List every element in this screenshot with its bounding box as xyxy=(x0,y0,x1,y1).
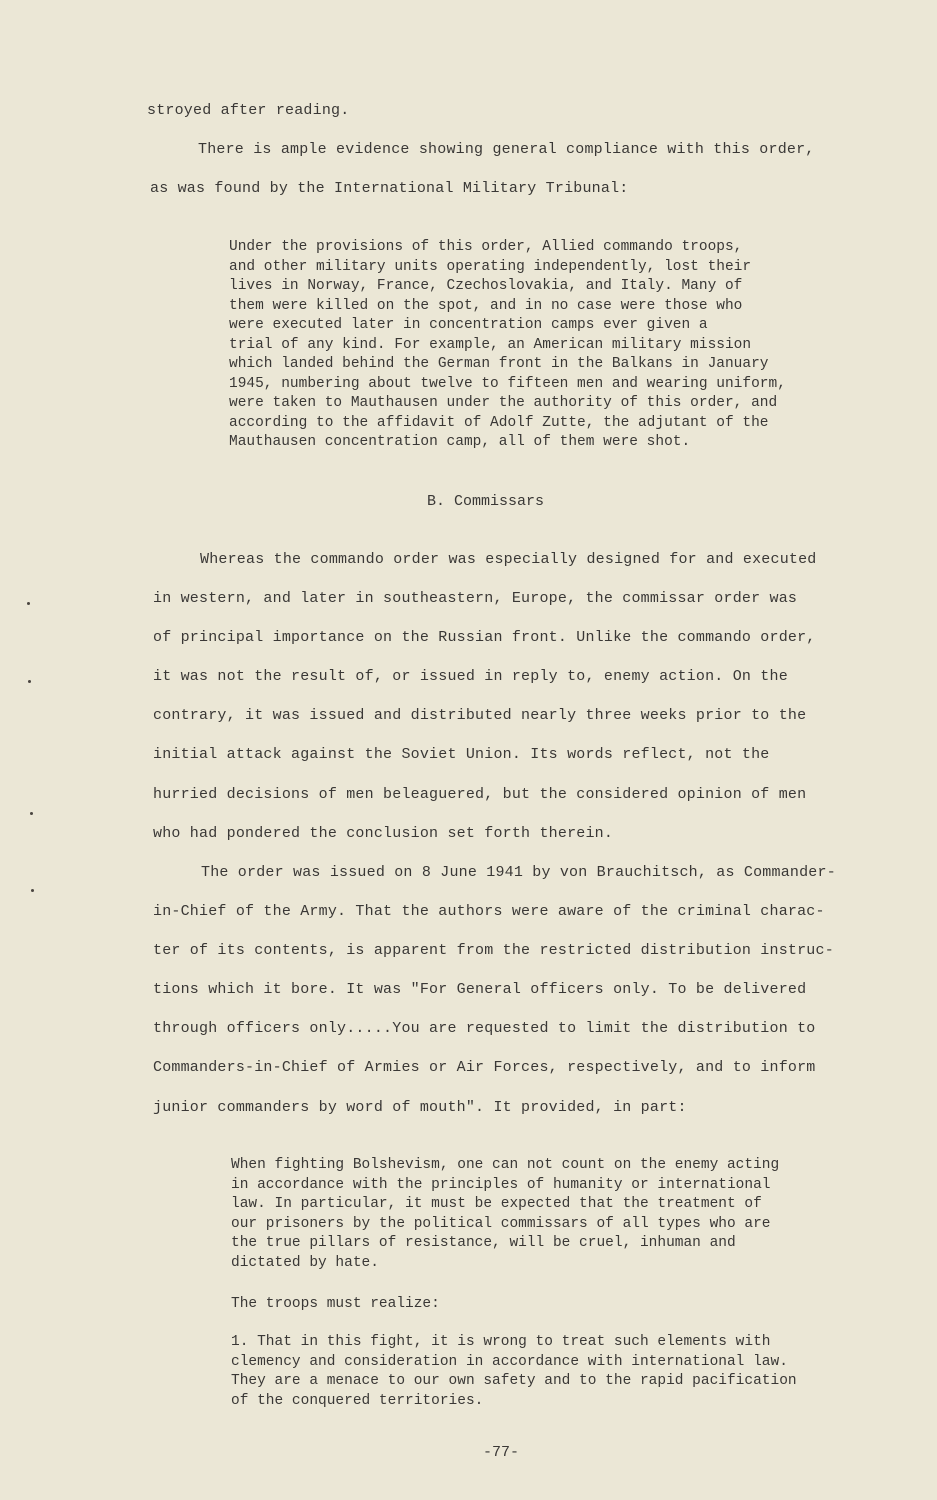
para2-line: contrary, it was issued and distributed nearly three weeks prior to the xyxy=(153,707,807,724)
para3-line: in-Chief of the Army. That the authors were aware of the criminal charac- xyxy=(153,903,825,920)
block-quote-order: When fighting Bolshevism, one can not count on the enemy acting in accordance with the principles of humanity or international law. In particular, it must be expected that the treatment of our prisoners by the political commissars of all types who are the true pillars of resistance, will be cruel, inhuman and dictated by hate. xyxy=(231,1157,780,1271)
margin-speck xyxy=(28,680,31,683)
para2-line: it was not the result of, or issued in reply to, enemy action. On the xyxy=(153,668,788,685)
para2-line: hurried decisions of men beleaguered, but the considered opinion of men xyxy=(153,786,807,803)
block-quote-tribunal: Under the provisions of this order, Allied commando troops, and other military units operating independently, lost their lives in Norway, France, Czechoslovakia, and Italy. Many of them were killed on the spot, and in no case were those who were executed later in concentration camps ever given a trial of any kind. For example, an American military mission which landed behind the German front in the Balkans in January 1945, numbering about twelve to fifteen men and wearing uniform, were taken to Mauthausen under the authority of this order, and according to the affidavit of Adolf Zutte, the adjutant of the Mauthausen concentration camp, all of them were shot. xyxy=(229,239,786,450)
page-number: -77- xyxy=(483,1444,520,1461)
section-heading: B. Commissars xyxy=(427,493,545,510)
para3-line: junior commanders by word of mouth". It provided, in part: xyxy=(153,1099,687,1116)
block-quote-point-one: 1. That in this fight, it is wrong to treat such elements with clemency and consideration in accordance with international law. They are a menace to our own safety and to the rapid pacification of the conquered territories. xyxy=(231,1334,797,1409)
para2-line: in western, and later in southeastern, Europe, the commissar order was xyxy=(153,590,798,607)
para3-line: through officers only.....You are requested to limit the distribution to xyxy=(153,1020,816,1037)
margin-speck xyxy=(27,602,30,605)
margin-speck xyxy=(30,812,33,815)
para2-line: initial attack against the Soviet Union. Its words reflect, not the xyxy=(153,746,770,763)
para1-line: There is ample evidence showing general compliance with this order, xyxy=(198,141,815,158)
para2-line: of principal importance on the Russian front. Unlike the commando order, xyxy=(153,629,816,646)
para3-line: The order was issued on 8 June 1941 by von Brauchitsch, as Commander- xyxy=(201,864,836,881)
para1-line: as was found by the International Military Tribunal: xyxy=(150,180,629,197)
para2-line: who had pondered the conclusion set forth therein. xyxy=(153,825,614,842)
para3-line: Commanders-in-Chief of Armies or Air Forces, respectively, and to inform xyxy=(153,1059,816,1076)
para2-line: Whereas the commando order was especially designed for and executed xyxy=(200,551,817,568)
opening-line: stroyed after reading. xyxy=(147,102,350,119)
block-quote-troops: The troops must realize: xyxy=(231,1296,440,1312)
para3-line: ter of its contents, is apparent from the restricted distribution instruc- xyxy=(153,942,834,959)
margin-speck xyxy=(31,889,34,892)
para3-line: tions which it bore. It was "For General officers only. To be delivered xyxy=(153,981,807,998)
